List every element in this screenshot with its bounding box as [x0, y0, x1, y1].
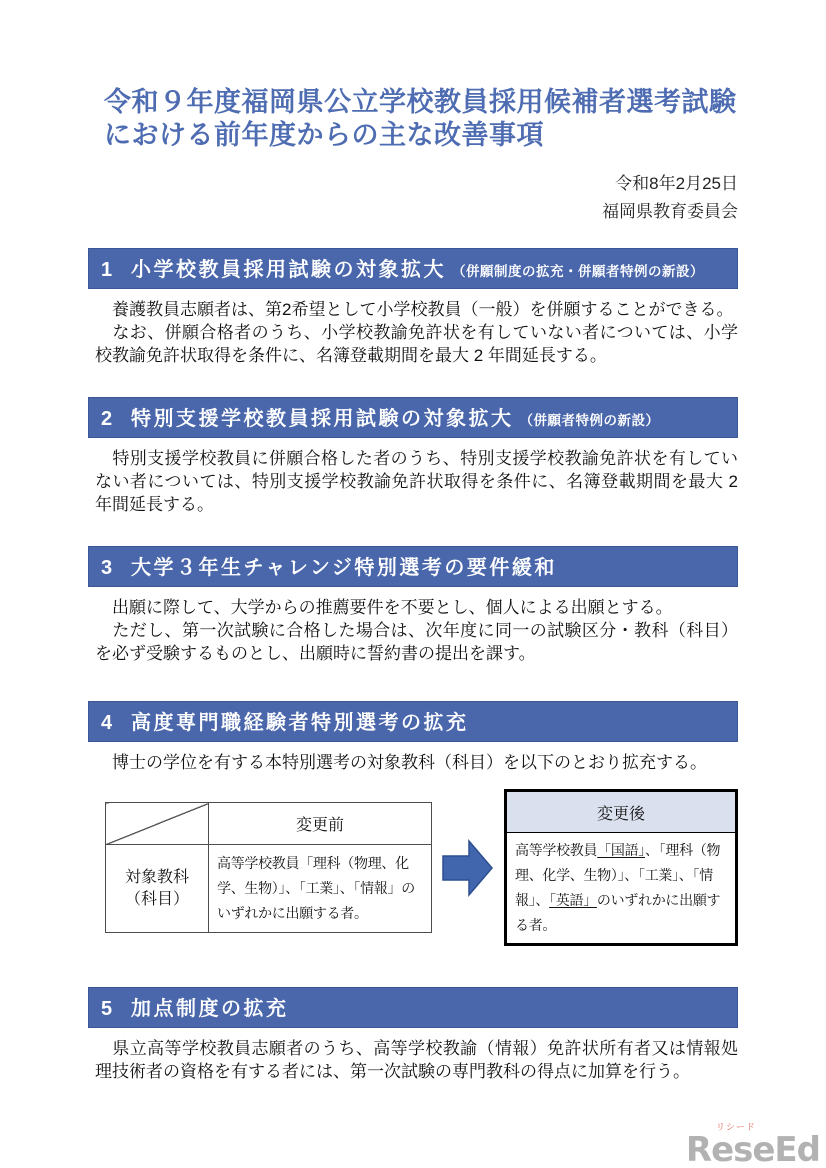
paragraph: 博士の学位を有する本特別選考の対象教科（科目）を以下のとおり拡充する。 — [95, 753, 707, 772]
section-3-body — [95, 596, 738, 665]
row-label-line-2: （科目） — [124, 890, 189, 908]
section-4-number: 4 — [101, 712, 113, 734]
reseed-logo-text: ReseEd — [685, 1130, 820, 1168]
text-segment: 、「理科（物理、化学、生物）」、「工業」、「情報」、 — [515, 842, 721, 908]
section-3-number: 3 — [101, 557, 113, 579]
paragraph: ただし、第一次試験に合格した場合は、次年度に同一の試験区分・教科（科目）を必ず受験するものとし、出願時に誓約書の提出を課す。 — [95, 621, 738, 663]
section-5-body — [95, 1037, 738, 1083]
text-segment: のいずれかに出願する者。 — [515, 892, 721, 933]
paragraph: 県立高等学校教員志願者のうち、高等学校教諭（情報）免許状所有者又は情報処理技術者の資格を有する者には、第一次試験の専門教科の得点に加算を行う。 — [95, 1039, 738, 1081]
section-1-number: 1 — [101, 259, 113, 281]
section-2-header — [88, 397, 738, 438]
after-table — [504, 789, 738, 946]
section-1-title: 小学校教員採用試験の対象拡大 — [131, 259, 446, 281]
reseed-watermark — [686, 1122, 820, 1168]
underlined-subject: 「英語」 — [549, 892, 597, 908]
section-4-body — [95, 751, 738, 774]
paragraph: 出願に際して、大学からの推薦要件を不要とし、個人による出願とする。 — [95, 598, 673, 617]
section-1-subtitle: （併願制度の拡充・併願者特例の新設） — [452, 264, 704, 279]
section-5-number: 5 — [101, 998, 113, 1020]
section-4-title: 高度専門職経験者特別選考の拡充 — [131, 712, 469, 734]
paragraph: 特別支援学校教員に併願合格した者のうち、特別支援学校教諭免許状を有していない者については、特別支援学校教諭免許状取得を条件に、名簿登載期間を最大 2 年間延長する。 — [95, 449, 738, 514]
before-table — [105, 802, 432, 933]
page-title — [104, 86, 738, 152]
document-meta — [88, 170, 738, 226]
section-4-header — [88, 701, 738, 742]
document-date: 令和8年2月25日 — [615, 174, 738, 193]
document-organization: 福岡県教育委員会 — [602, 202, 738, 221]
text-segment: 高等学校教員 — [515, 842, 598, 858]
row-label-cell — [106, 845, 209, 933]
corner-diagonal-cell — [106, 803, 209, 845]
section-5-header — [88, 987, 738, 1028]
after-header-cell: 変更後 — [506, 791, 737, 833]
before-header-cell: 変更前 — [209, 803, 432, 845]
after-content-cell — [506, 833, 737, 945]
document-content — [88, 0, 738, 1083]
arrow-right-icon — [432, 838, 504, 898]
section-2-subtitle: （併願者特例の新設） — [519, 413, 660, 428]
comparison-tables — [105, 789, 738, 946]
paragraph: 養護教員志願者は、第2希望として小学校教員（一般）を併願することができる。 — [95, 300, 734, 319]
page-title-line-1: 令和９年度福岡県公立学校教員採用候補者選考試験 — [104, 87, 737, 117]
row-label-line-1: 対象教科 — [124, 868, 189, 886]
section-3-header — [88, 546, 738, 587]
section-5-title: 加点制度の拡充 — [131, 998, 289, 1020]
reseed-kana-label: リシード — [715, 1122, 756, 1132]
section-2-title: 特別支援学校教員採用試験の対象拡大 — [131, 408, 514, 430]
before-content-cell: 高等学校教員「理科（物理、化学、生物）」、「工業」、「情報」のいずれかに出願する者。 — [209, 845, 432, 933]
section-3-title: 大学３年生チャレンジ特別選考の要件緩和 — [131, 557, 557, 579]
page-title-line-2: における前年度からの主な改善事項 — [104, 120, 544, 150]
section-1-header — [88, 248, 738, 289]
paragraph: なお、併願合格者のうち、小学校教諭免許状を有していない者については、小学校教諭免許状取得を条件に、名簿登載期間を最大 2 年間延長する。 — [95, 323, 738, 365]
section-2-number: 2 — [101, 408, 113, 430]
section-2-body — [95, 447, 738, 516]
section-1-body — [95, 298, 738, 367]
underlined-subject: 「国語」 — [597, 842, 646, 858]
